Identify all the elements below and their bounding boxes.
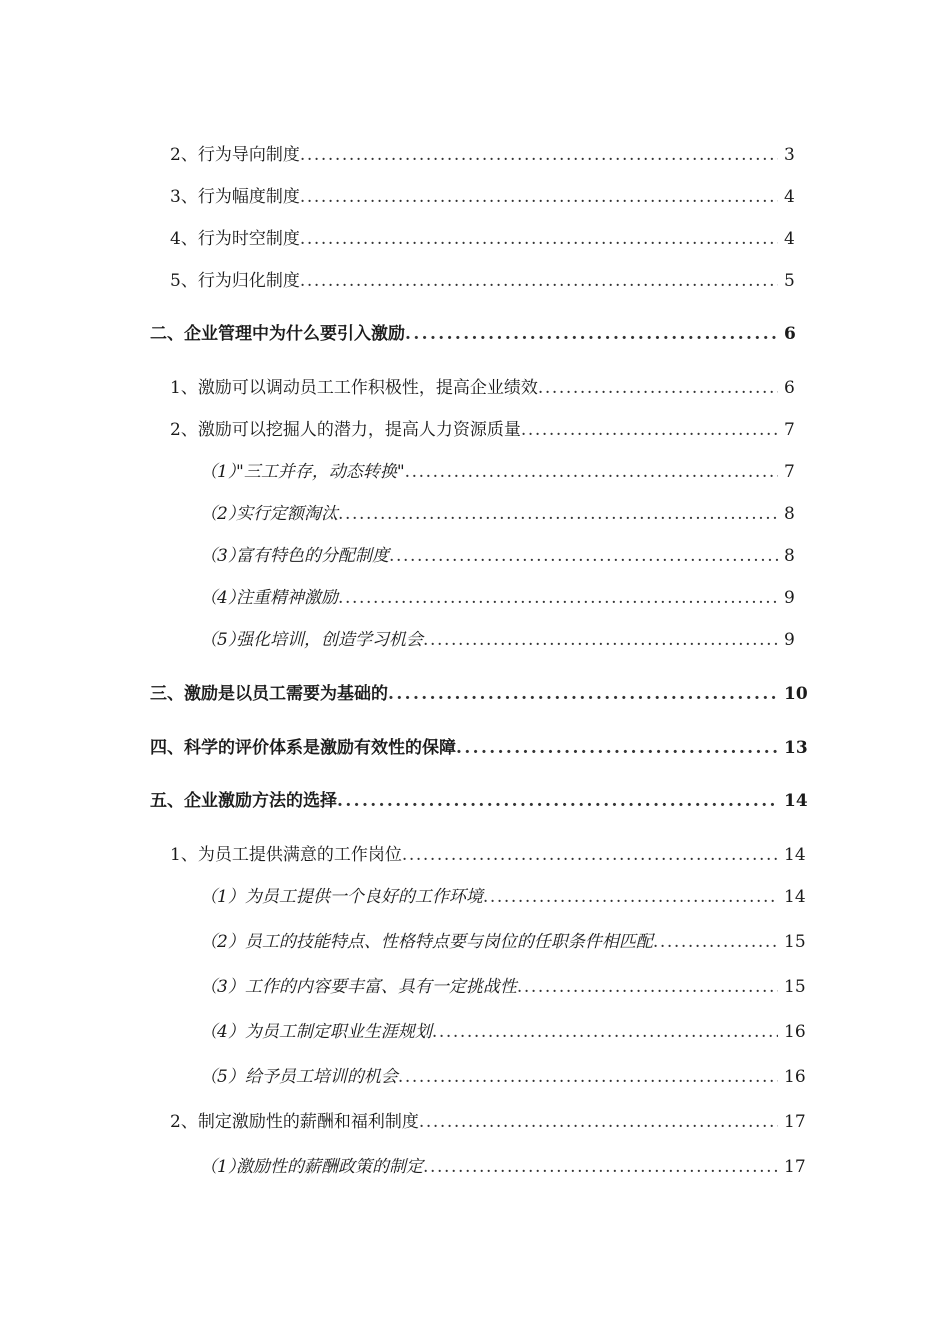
toc-entry[interactable] <box>0 373 950 403</box>
toc-entry-number: 5、 <box>170 271 198 291</box>
toc-entry-number: 3、 <box>170 187 198 207</box>
toc-entry[interactable] <box>0 786 950 816</box>
toc-entry-number: （4） <box>200 588 245 608</box>
toc-entry-title: 企业管理中为什么要引入激励 <box>184 324 405 344</box>
dot-leader <box>338 499 778 529</box>
dot-leader <box>300 266 778 296</box>
toc-entry-title: 激励是以员工需要为基础的 <box>184 684 388 704</box>
toc-entry-title: 行为幅度制度 <box>197 187 300 207</box>
dot-leader <box>517 972 778 1002</box>
toc-entry-title: 强化培训，创造学习机会 <box>236 630 423 650</box>
toc-entry-number: 五、 <box>150 791 184 811</box>
toc-entry-title: 工作的内容要丰富、具有一定挑战性 <box>244 977 517 997</box>
toc-entry[interactable] <box>0 319 950 349</box>
toc-entry-page: 4 <box>784 229 795 249</box>
toc-entry-number: （4） <box>200 1022 245 1042</box>
toc-entry[interactable] <box>0 415 950 445</box>
toc-entry[interactable] <box>0 1062 950 1092</box>
toc-entry[interactable] <box>0 182 950 212</box>
toc-entry[interactable] <box>0 927 950 957</box>
toc-entry-title: 为员工制定职业生涯规划 <box>244 1022 432 1042</box>
dot-leader <box>538 373 778 403</box>
toc-entry[interactable] <box>0 499 950 529</box>
toc-entry-title: 科学的评价体系是激励有效性的保障 <box>184 738 456 758</box>
toc-entry-page: 16 <box>784 1067 806 1087</box>
toc-entry[interactable] <box>0 583 950 613</box>
toc-entry-number: （2） <box>200 504 245 524</box>
toc-entry-title: 激励性的薪酬政策的制定 <box>236 1157 423 1177</box>
toc-entry-page: 15 <box>784 932 806 952</box>
dot-leader <box>405 319 778 349</box>
toc-entry-page: 5 <box>784 271 795 291</box>
toc-entry-page: 8 <box>784 504 795 524</box>
dot-leader <box>398 1062 778 1092</box>
dot-leader <box>405 457 778 487</box>
toc-entry[interactable] <box>0 972 950 1002</box>
toc-entry[interactable] <box>0 679 950 709</box>
toc-entry-number: 1、 <box>170 378 198 398</box>
toc-entry-title: 激励可以挖掘人的潜力，提高人力资源质量 <box>197 420 521 440</box>
toc-entry-page: 4 <box>784 187 795 207</box>
dot-leader <box>337 786 778 816</box>
toc-entry-title: 给予员工培训的机会 <box>244 1067 398 1087</box>
toc-entry-page: 17 <box>784 1112 806 1132</box>
dot-leader <box>432 1017 778 1047</box>
dot-leader <box>338 583 778 613</box>
dot-leader <box>389 541 778 571</box>
toc-entry-page: 7 <box>784 462 795 482</box>
toc-entry[interactable] <box>0 266 950 296</box>
toc-entry-title: 行为导向制度 <box>197 145 300 165</box>
toc-entry[interactable] <box>0 140 950 170</box>
toc-entry-page: 9 <box>784 588 795 608</box>
toc-entry-number: 2、 <box>170 420 198 440</box>
toc-entry-number: 4、 <box>170 229 198 249</box>
toc-entry-title: 行为时空制度 <box>197 229 300 249</box>
toc-entry[interactable] <box>0 840 950 870</box>
toc-entry-title: 制定激励性的薪酬和福利制度 <box>197 1112 419 1132</box>
toc-entry[interactable] <box>0 625 950 655</box>
dot-leader <box>653 927 778 957</box>
toc-entry-number: 二、 <box>150 324 184 344</box>
dot-leader <box>483 882 778 912</box>
toc-entry-number: （3） <box>200 977 245 997</box>
toc-entry-page: 10 <box>784 684 808 704</box>
toc-entry-number: 2、 <box>170 1112 198 1132</box>
toc-entry-title: 为员工提供满意的工作岗位 <box>197 845 402 865</box>
dot-leader <box>419 1107 778 1137</box>
toc-entry-title: "三工并存，动态转换" <box>236 462 405 482</box>
dot-leader <box>300 224 778 254</box>
toc-entry-number: （2） <box>200 932 245 952</box>
dot-leader <box>388 679 778 709</box>
toc-entry-number: （5） <box>200 1067 245 1087</box>
dot-leader <box>402 840 778 870</box>
toc-entry[interactable] <box>0 457 950 487</box>
toc-entry-title: 员工的技能特点、性格特点要与岗位的任职条件相匹配 <box>244 932 653 952</box>
toc-entry-number: （1） <box>200 1157 245 1177</box>
toc-entry-title: 行为归化制度 <box>197 271 300 291</box>
toc-entry-title: 注重精神激励 <box>236 588 338 608</box>
toc-entry-page: 6 <box>784 324 796 344</box>
toc-entry[interactable] <box>0 1017 950 1047</box>
toc-entry-page: 8 <box>784 546 795 566</box>
toc-entry[interactable] <box>0 541 950 571</box>
toc-entry-number: （5） <box>200 630 245 650</box>
toc-entry[interactable] <box>0 1152 950 1182</box>
toc-entry-number: 1、 <box>170 845 198 865</box>
dot-leader <box>521 415 778 445</box>
toc-entry-number: 三、 <box>150 684 184 704</box>
toc-entry-title: 企业激励方法的选择 <box>184 791 337 811</box>
dot-leader <box>456 733 778 763</box>
dot-leader <box>300 140 778 170</box>
toc-entry-title: 富有特色的分配制度 <box>236 546 389 566</box>
toc-entry-number: （1） <box>200 462 245 482</box>
toc-entry-title: 实行定额淘汰 <box>236 504 338 524</box>
toc-entry-page: 9 <box>784 630 795 650</box>
toc-entry-page: 14 <box>784 845 806 865</box>
toc-entry[interactable] <box>0 1107 950 1137</box>
toc-entry[interactable] <box>0 882 950 912</box>
dot-leader <box>300 182 778 212</box>
toc-entry[interactable] <box>0 224 950 254</box>
toc-entry-page: 6 <box>784 378 795 398</box>
toc-entry-title: 激励可以调动员工工作积极性，提高企业绩效 <box>197 378 538 398</box>
toc-entry-page: 3 <box>784 145 795 165</box>
toc-entry-number: 2、 <box>170 145 198 165</box>
toc-entry-title: 为员工提供一个良好的工作环境 <box>244 887 483 907</box>
toc-entry-page: 17 <box>784 1157 806 1177</box>
toc-entry[interactable] <box>0 733 950 763</box>
toc-entry-page: 13 <box>784 738 808 758</box>
toc-entry-page: 16 <box>784 1022 806 1042</box>
toc-entry-page: 15 <box>784 977 806 997</box>
dot-leader <box>423 1152 778 1182</box>
toc-entry-page: 14 <box>784 791 808 811</box>
dot-leader <box>423 625 778 655</box>
toc-entry-number: 四、 <box>150 738 184 758</box>
toc-entry-page: 7 <box>784 420 795 440</box>
toc-entry-number: （1） <box>200 887 245 907</box>
toc-entry-number: （3） <box>200 546 245 566</box>
toc-entry-page: 14 <box>784 887 806 907</box>
